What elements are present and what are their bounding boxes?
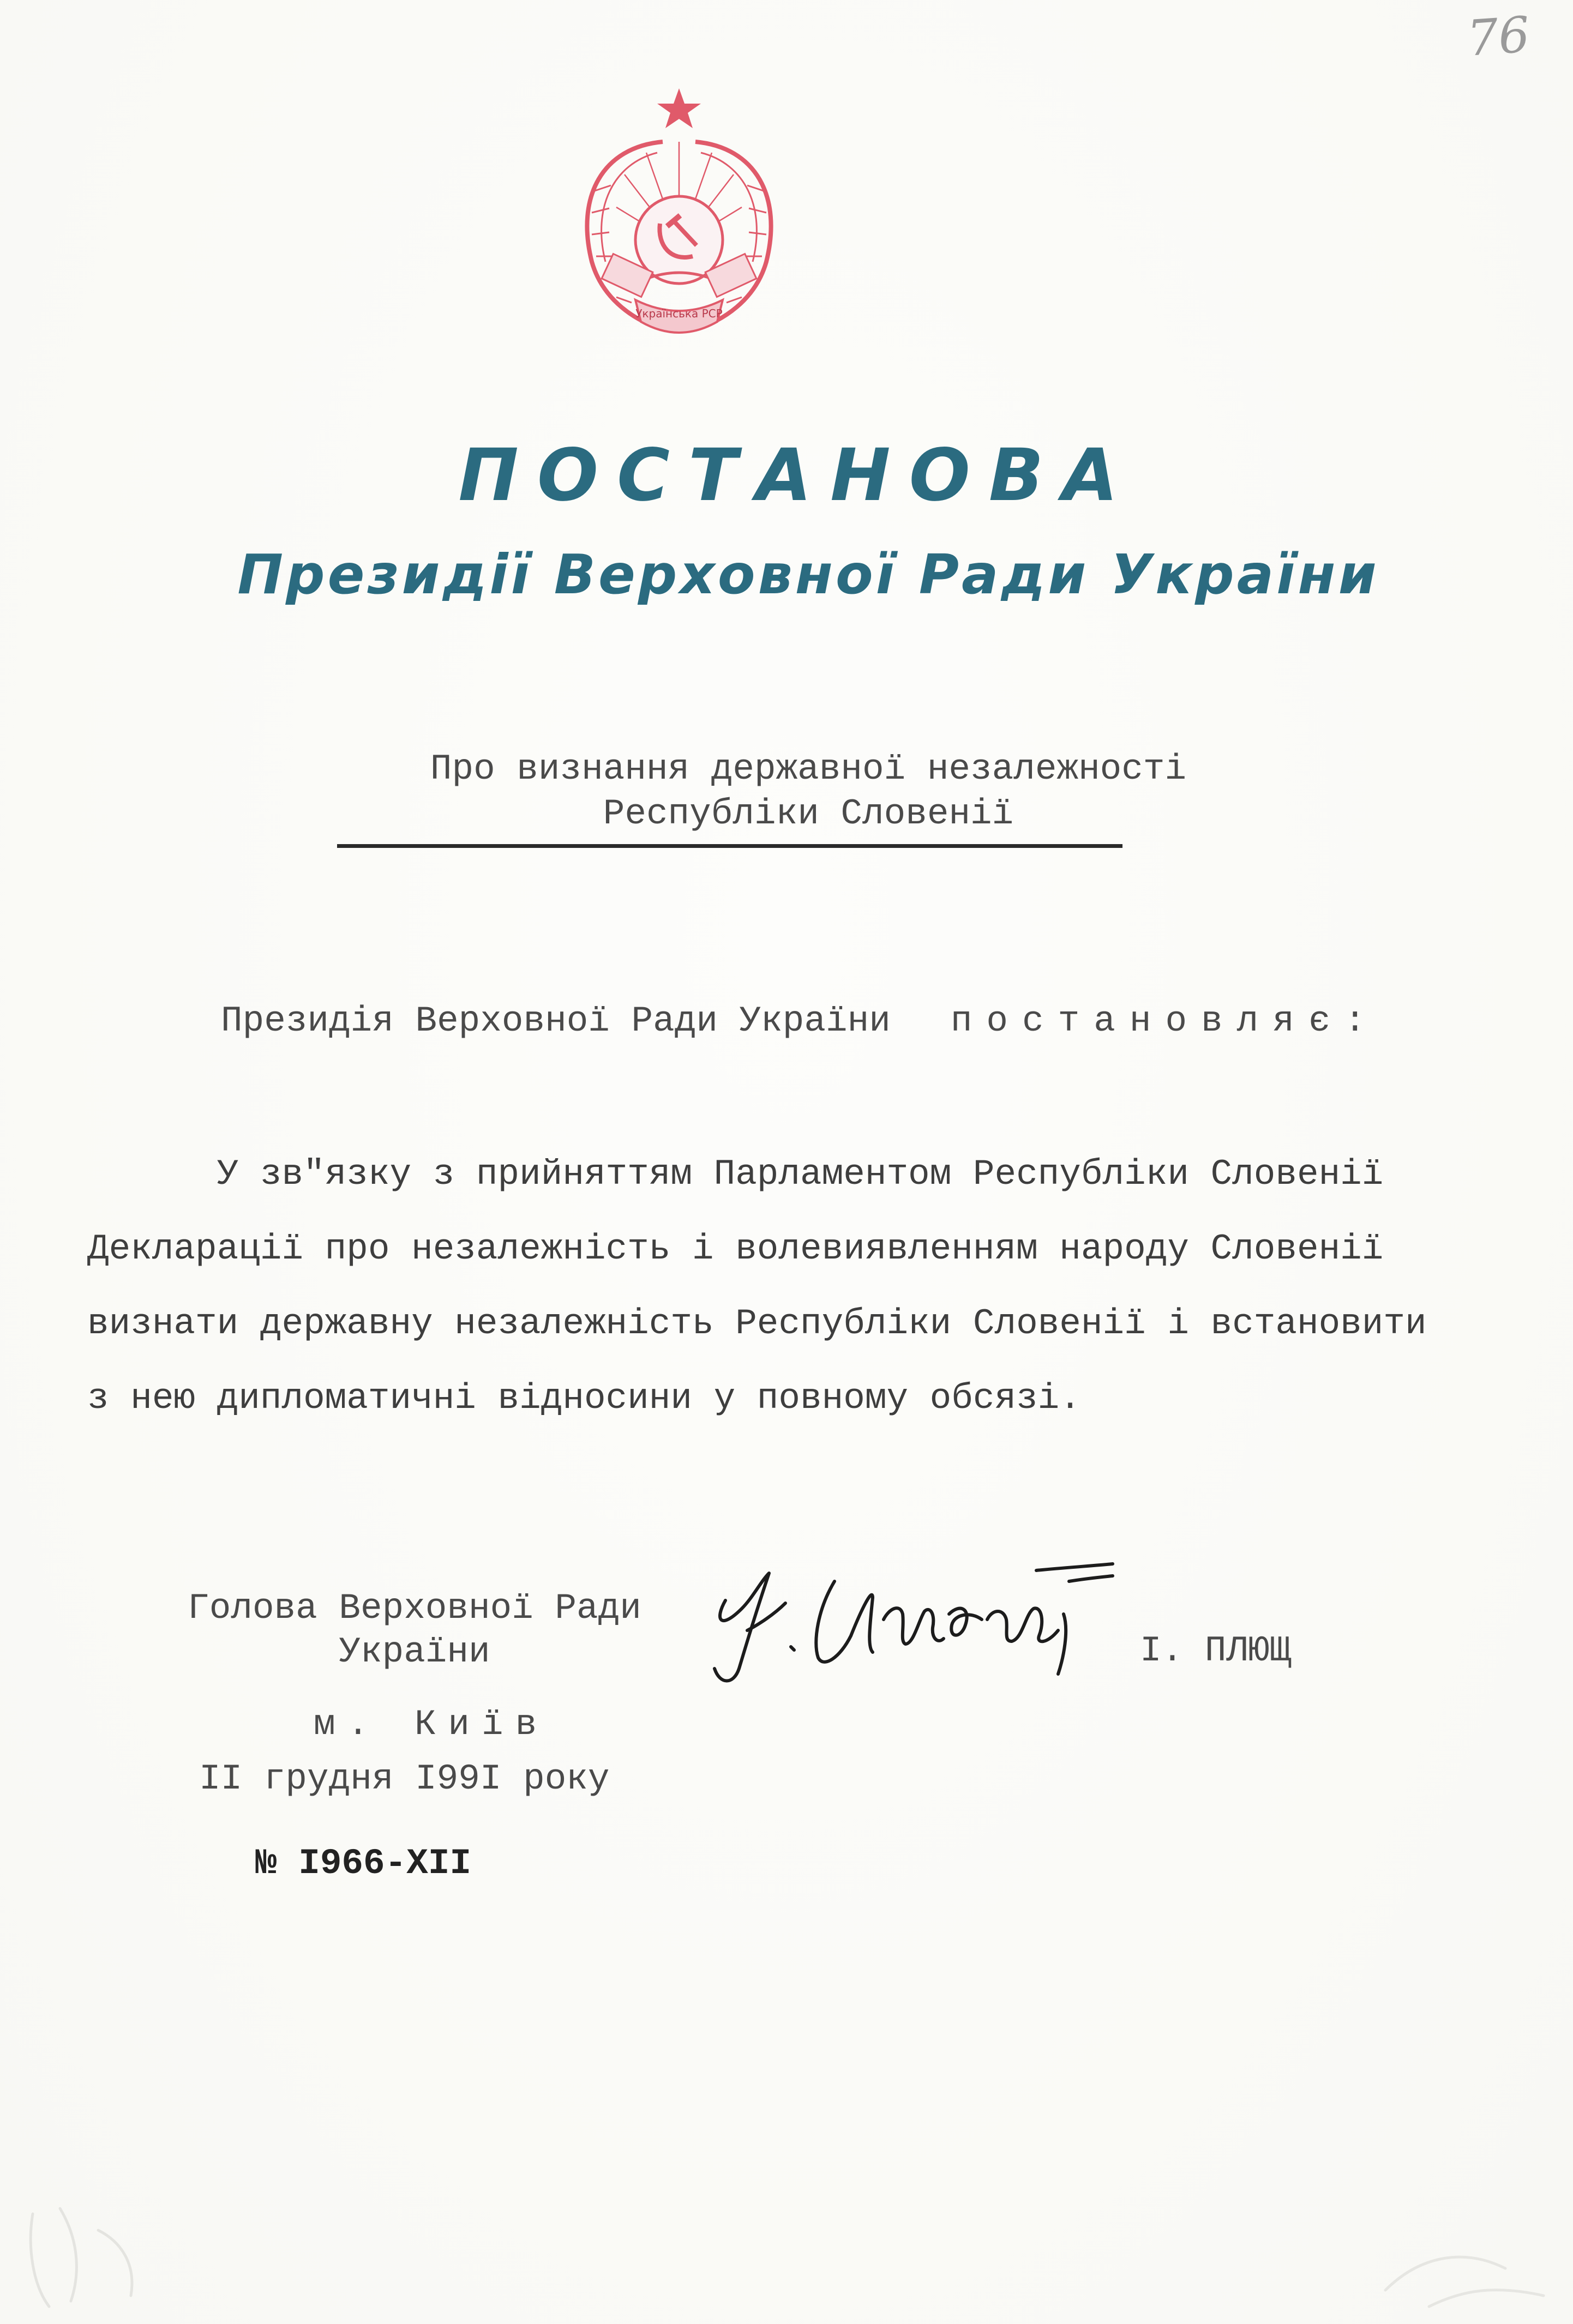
body-line-2: Декларації про незалежність і волевиявленням народу Словенії bbox=[87, 1229, 1384, 1269]
resolves-subject: Президія Верховної Ради України bbox=[221, 1001, 891, 1041]
faint-bleedthrough-mark-2-icon bbox=[1364, 2225, 1560, 2323]
heading-line-1: Про визнання державної незалежності bbox=[430, 749, 1187, 790]
signatory-role-line-2: України bbox=[339, 1631, 490, 1672]
body-line-4: з нею дипломатичні відносини у повному обсязі. bbox=[87, 1378, 1081, 1419]
heading-line-2: Республіки Словенії bbox=[603, 793, 1014, 834]
archive-page-number: 76 bbox=[1465, 6, 1532, 68]
document-subtitle: Президії Верховної Ради України bbox=[237, 543, 1379, 606]
signatory-name: І. ПЛЮЩ bbox=[1140, 1630, 1292, 1671]
body-line-3: визнати державну незалежність Республіки Словенії і встановити bbox=[87, 1303, 1427, 1344]
date-of-signing: II грудня I99I року bbox=[199, 1759, 610, 1799]
heading-underline bbox=[337, 844, 1122, 848]
signatory-role bbox=[175, 1587, 655, 1674]
resolves-verb: постановляє bbox=[950, 1001, 1344, 1041]
resolution-heading bbox=[0, 747, 1573, 836]
place-of-signing: м. Київ bbox=[314, 1704, 549, 1745]
resolution-body bbox=[87, 1137, 1494, 1436]
signatory-role-line-1: Голова Верховної Ради bbox=[188, 1588, 641, 1629]
handwritten-signature-icon bbox=[709, 1549, 1211, 1701]
resolves-colon: : bbox=[1344, 1001, 1366, 1041]
state-emblem-icon bbox=[554, 82, 804, 354]
body-line-1: У зв"язку з прийняттям Парламентом Республіки Словенії bbox=[87, 1154, 1384, 1195]
emblem-banner-text: Українська РСР bbox=[635, 307, 723, 320]
faint-bleedthrough-mark-icon bbox=[11, 2181, 196, 2317]
document-title: ПОСТАНОВА bbox=[458, 434, 1137, 517]
document-number: № I966-XII bbox=[255, 1843, 472, 1884]
resolves-line bbox=[221, 1001, 1366, 1041]
